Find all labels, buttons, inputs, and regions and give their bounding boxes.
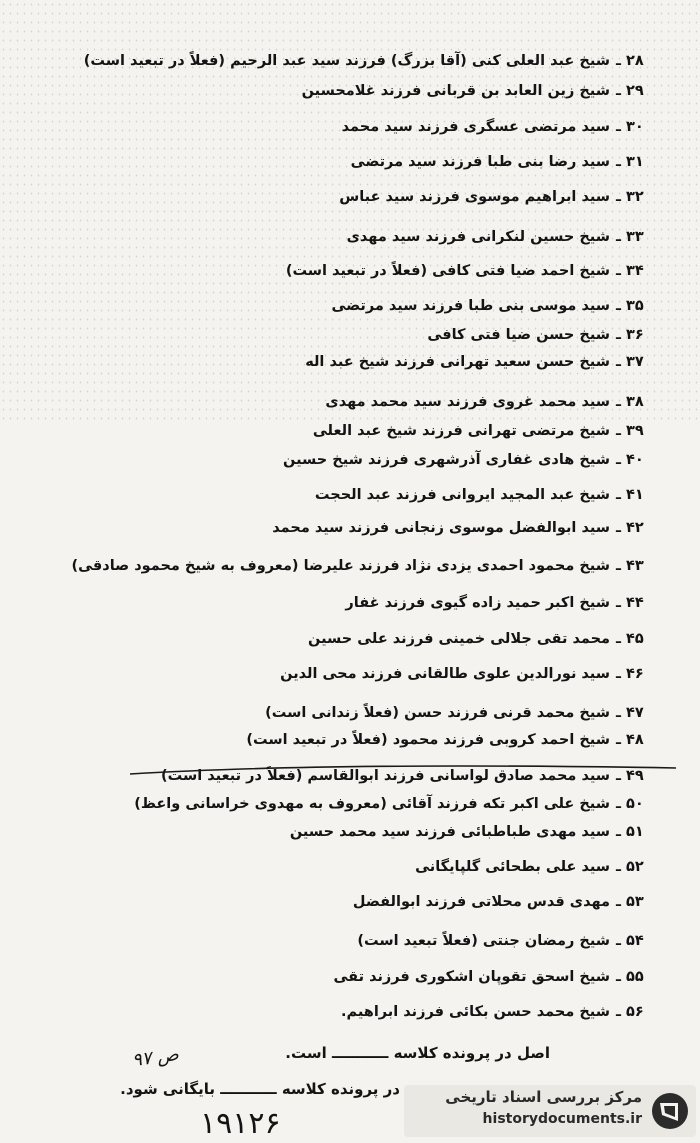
entry-row	[315, 486, 656, 504]
margin-pen-line	[128, 760, 678, 780]
entry-text: شیخ محمد قرنی فرزند حسن (فعلاً زندانی است)	[265, 705, 610, 721]
entry-text: شیخ عبد المجید ایروانی فرزند عبد الحجت	[314, 487, 610, 503]
entry-row	[134, 795, 656, 813]
entry-number: ۴۳ ـ	[616, 558, 644, 574]
entry-number: ۵۶ ـ	[616, 1004, 644, 1020]
entry-number: ۳۳ ـ	[616, 229, 644, 245]
entry-text: شیخ حسن سعید تهرانی فرزند شیخ عبد اله	[305, 354, 610, 370]
entry-number: ۳۲ ـ	[616, 189, 644, 205]
entry-text: سید محمد صادق لواسانی فرزند ابوالقاسم (فعلاً در تبعید است)	[161, 768, 610, 784]
entry-text: شیخ رمضان جنتی (فعلاً تبعید است)	[357, 933, 610, 949]
entry-row	[357, 932, 656, 950]
entry-number: ۳۹ ـ	[616, 423, 644, 439]
entry-number: ۳۸ ـ	[616, 394, 644, 410]
entry-row	[272, 519, 656, 537]
entry-text: سید مرتضی عسگری فرزند سید محمد	[341, 119, 610, 135]
archive-logo-icon	[650, 1091, 690, 1131]
entry-number: ۵۳ ـ	[616, 894, 644, 910]
entry-row	[283, 451, 656, 469]
entry-text: شیخ اکبر حمید زاده گیوی فرزند غفار	[345, 595, 610, 611]
entry-number: ۳۶ ـ	[616, 327, 644, 343]
entry-number: ۲۹ ـ	[616, 83, 644, 99]
entry-row	[334, 968, 656, 986]
entry-number: ۳۷ ـ	[616, 354, 644, 370]
entry-text: شیخ محمد حسن بکائی فرزند ابراهیم.	[340, 1004, 610, 1020]
handwritten-page-note: ۹۷ ص	[130, 1043, 181, 1072]
entry-text: سید موسی بنی طبا فرزند سید مرتضی	[331, 298, 610, 314]
footer-original-file-line: اصل در پرونده کلاسه ـــــــــــ است.	[285, 1044, 550, 1062]
entry-number: ۴۹ ـ	[616, 768, 644, 784]
entry-text: سید رضا بنی طبا فرزند سید مرتضی	[350, 154, 610, 170]
footer-archive-line: در پرونده کلاسه ـــــــــــ بایگانی شود.	[120, 1080, 400, 1098]
entry-number: ۳۵ ـ	[616, 298, 644, 314]
entry-text: شیخ هادی غفاری آذرشهری فرزند شیخ حسین	[283, 452, 610, 468]
entry-row	[351, 153, 656, 171]
entry-number: ۵۱ ـ	[616, 824, 644, 840]
entry-number: ۴۴ ـ	[616, 595, 644, 611]
entry-number: ۴۷ ـ	[616, 705, 644, 721]
entry-row	[302, 82, 656, 100]
entry-row	[305, 353, 656, 371]
entry-number: ۴۱ ـ	[616, 487, 644, 503]
entry-row	[325, 393, 656, 411]
entry-row	[345, 594, 656, 612]
entry-number: ۵۰ ـ	[616, 796, 644, 812]
watermark-title: مرکز بررسی اسناد تاریخی	[445, 1088, 642, 1106]
entry-row	[286, 262, 656, 280]
entry-row	[313, 422, 656, 440]
watermark-url: historydocuments.ir	[482, 1111, 642, 1127]
entry-number: ۳۱ ـ	[616, 154, 644, 170]
entry-text: شیخ احمد ضیا فتی کافی (فعلاً در تبعید است)	[285, 263, 610, 279]
entry-row	[342, 118, 656, 136]
entry-text: شیخ زین العابد بن قربانی فرزند غلامحسین	[301, 83, 610, 99]
entry-row	[290, 823, 656, 841]
entry-text: محمد تقی جلالی خمینی فرزند علی حسین	[308, 631, 610, 647]
entry-row	[339, 188, 656, 206]
entry-text: شیخ احمد کروبی فرزند محمود (فعلاً در تبعید است)	[246, 732, 610, 748]
entry-text: مهدی قدس محلاتی فرزند ابوالفضل	[352, 894, 610, 910]
entry-row	[353, 893, 656, 911]
entry-row	[71, 557, 656, 575]
entry-number: ۳۴ ـ	[616, 263, 644, 279]
entry-text: سید محمد غروی فرزند سید محمد مهدی	[325, 394, 610, 410]
entry-row	[341, 1003, 656, 1021]
entry-row	[246, 731, 656, 749]
entry-number: ۵۴ ـ	[616, 933, 644, 949]
entry-text: سید ابراهیم موسوی فرزند سید عباس	[339, 189, 610, 205]
entry-text: شیخ محمود احمدی یزدی نژاد فرزند علیرضا (معروف به شیخ محمود صادقی)	[71, 558, 610, 574]
entry-row	[265, 704, 656, 722]
entry-row	[347, 228, 656, 246]
entry-row	[427, 326, 656, 344]
entry-text: سید علی بطحائی گلپایگانی	[415, 859, 610, 875]
entry-text: شیخ حسن ضیا فتی کافی	[427, 327, 610, 343]
entry-number: ۴۲ ـ	[616, 520, 644, 536]
entry-number: ۳۰ ـ	[616, 119, 644, 135]
entry-number: ۴۸ ـ	[616, 732, 644, 748]
entry-row	[331, 297, 656, 315]
entry-row	[308, 630, 656, 648]
entry-text: شیخ علی اکبر تکه فرزند آقائی (معروف به مهدوی خراسانی واعظ)	[134, 796, 610, 812]
entry-row	[84, 52, 656, 70]
archive-watermark	[404, 1085, 696, 1137]
entry-number: ۴۶ ـ	[616, 666, 644, 682]
entry-row	[280, 665, 656, 683]
entry-number: ۴۰ ـ	[616, 452, 644, 468]
entry-number: ۵۵ ـ	[616, 969, 644, 985]
entry-number: ۲۸ ـ	[616, 53, 644, 69]
entry-text: شیخ اسحق تقوپان اشکوری فرزند تقی	[333, 969, 610, 985]
entry-number: ۴۵ ـ	[616, 631, 644, 647]
entry-text: شیخ مرتضی تهرانی فرزند شیخ عبد العلی	[312, 423, 610, 439]
entry-text: سید مهدی طباطبائی فرزند سید محمد حسین	[289, 824, 610, 840]
entry-row	[415, 858, 656, 876]
entry-number: ۵۲ ـ	[616, 859, 644, 875]
entry-text: سید نورالدین علوی طالقانی فرزند محی الدین	[280, 666, 610, 682]
entry-text: شیخ حسین لنکرانی فرزند سید مهدی	[346, 229, 610, 245]
entry-text: سید ابوالفضل موسوی زنجانی فرزند سید محمد	[272, 520, 610, 536]
handwritten-document-number: ۱۹۱۲۶	[200, 1106, 281, 1141]
entry-text: شیخ عبد العلی کنی (آقا بزرگ) فرزند سید عبد الرحیم (فعلاً در تبعید است)	[83, 53, 610, 69]
